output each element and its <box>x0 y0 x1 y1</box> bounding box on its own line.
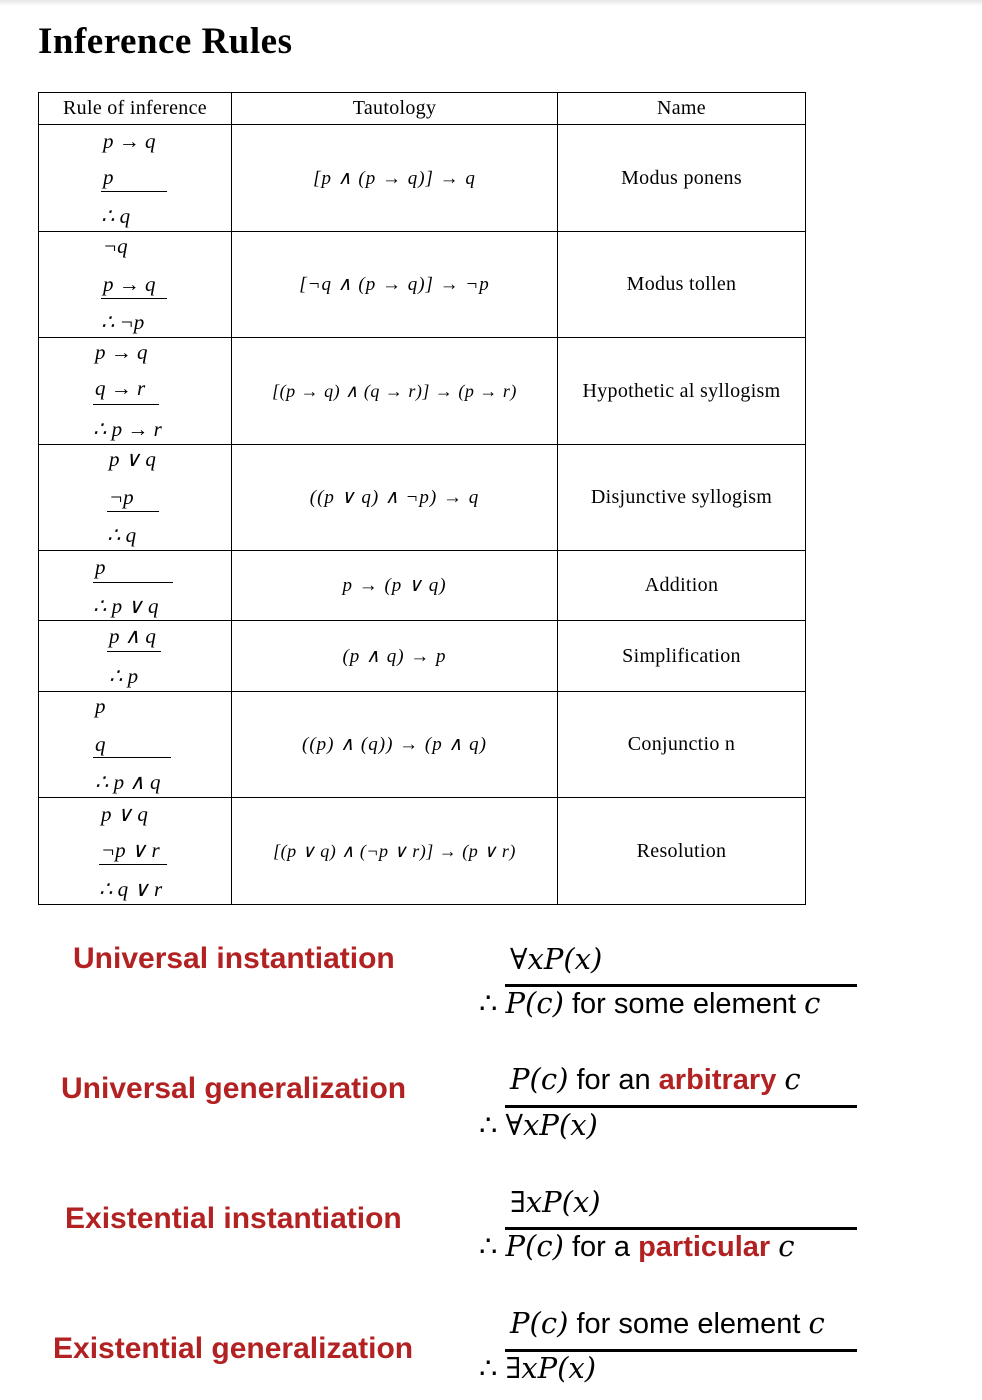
rule-name-cell: Addition <box>558 551 806 621</box>
premise: ¬q <box>103 234 128 258</box>
conclusion: ∴ p <box>109 664 139 688</box>
premise: q → r <box>95 376 146 400</box>
table-row <box>39 445 806 551</box>
tautology-cell: [p ∧ (p → q)] → q <box>232 125 558 232</box>
table-row <box>39 692 806 798</box>
premise: p → q <box>103 272 156 296</box>
conclusion-bar <box>107 511 159 512</box>
existential-instantiation-label: Existential instantiation <box>65 1202 402 1235</box>
premise: q <box>95 732 106 756</box>
rule-cell <box>39 551 232 621</box>
conclusion: ∴ p → r <box>93 417 162 441</box>
rule-name-cell: Resolution <box>558 798 806 905</box>
table-row <box>39 232 806 338</box>
premise: p → q <box>103 129 156 153</box>
premise: p <box>95 694 106 718</box>
premise: p <box>95 555 106 579</box>
conclusion-bar <box>101 298 167 299</box>
conclusion: ∴ p ∨ q <box>93 594 159 618</box>
conclusion-bar <box>93 757 171 758</box>
conclusion: ∴ q <box>107 523 137 547</box>
rule-name-cell: Hypothetic al syllogism <box>558 338 806 445</box>
rule-conclusion: ∴ ∀xP(x) <box>479 1108 598 1142</box>
universal-instantiation-label: Universal instantiation <box>73 942 395 975</box>
premise: ¬p ∨ r <box>101 838 160 862</box>
conclusion-bar <box>93 582 173 583</box>
rule-cell <box>39 232 232 338</box>
existential-generalization-label: Existential generalization <box>53 1332 414 1365</box>
premise: p <box>103 165 114 189</box>
tautology-cell: p → (p ∨ q) <box>232 551 558 621</box>
rule-conclusion: ∴ ∃xP(x) <box>479 1351 597 1385</box>
tautology-cell: [¬q ∧ (p → q)] → ¬p <box>232 232 558 338</box>
conclusion: ∴ ¬p <box>101 310 145 334</box>
conclusion-bar <box>107 651 161 652</box>
rule-cell <box>39 125 232 232</box>
rule-premise: P(c) for an arbitrary c <box>510 1062 801 1096</box>
premise: p ∧ q <box>109 624 156 648</box>
premise: p ∨ q <box>101 802 148 826</box>
rule-cell <box>39 621 232 692</box>
conclusion-bar <box>99 864 167 865</box>
rule-cell <box>39 798 232 905</box>
tautology-cell: ((p ∨ q) ∧ ¬p) → q <box>232 445 558 551</box>
tautology-cell: ((p) ∧ (q)) → (p ∧ q) <box>232 692 558 798</box>
conclusion-bar <box>101 191 167 192</box>
rule-premise: P(c) for some element c <box>510 1306 825 1340</box>
header-tautology: Tautology <box>232 93 558 125</box>
top-edge-shadow <box>0 0 982 6</box>
conclusion: ∴ q ∨ r <box>99 877 163 901</box>
header-name: Name <box>558 93 806 125</box>
rule-premise: ∃xP(x) <box>510 1185 601 1219</box>
premise: p → q <box>95 340 148 364</box>
rule-premise: ∀xP(x) <box>510 942 603 976</box>
rule-conclusion: ∴ P(c) for a particular c <box>479 1229 795 1263</box>
rule-cell <box>39 692 232 798</box>
premise: p ∨ q <box>109 447 156 471</box>
page-title: Inference Rules <box>38 21 293 62</box>
tautology-cell: [(p ∨ q) ∧ (¬p ∨ r)] → (p ∨ r) <box>232 798 558 905</box>
rule-cell <box>39 445 232 551</box>
rule-name-cell: Modus tollen <box>558 232 806 338</box>
rule-conclusion: ∴ P(c) for some element c <box>479 986 821 1020</box>
table-row <box>39 621 806 692</box>
table-row <box>39 798 806 905</box>
conclusion: ∴ p ∧ q <box>95 770 161 794</box>
rule-name-cell: Conjunctio n <box>558 692 806 798</box>
table-row <box>39 551 806 621</box>
table-row <box>39 125 806 232</box>
tautology-cell: (p ∧ q) → p <box>232 621 558 692</box>
table-row <box>39 338 806 445</box>
conclusion: ∴ q <box>101 204 131 228</box>
tautology-cell: [(p → q) ∧ (q → r)] → (p → r) <box>232 338 558 445</box>
conclusion-bar <box>93 404 159 405</box>
premise: ¬p <box>109 485 134 509</box>
table-header-row <box>39 93 806 125</box>
rule-name-cell: Simplification <box>558 621 806 692</box>
universal-generalization-label: Universal generalization <box>61 1072 407 1105</box>
rule-cell <box>39 338 232 445</box>
rule-name-cell: Disjunctive syllogism <box>558 445 806 551</box>
inference-rules-table <box>38 92 806 905</box>
header-rule-of-inference: Rule of inference <box>39 93 232 125</box>
rule-name-cell: Modus ponens <box>558 125 806 232</box>
